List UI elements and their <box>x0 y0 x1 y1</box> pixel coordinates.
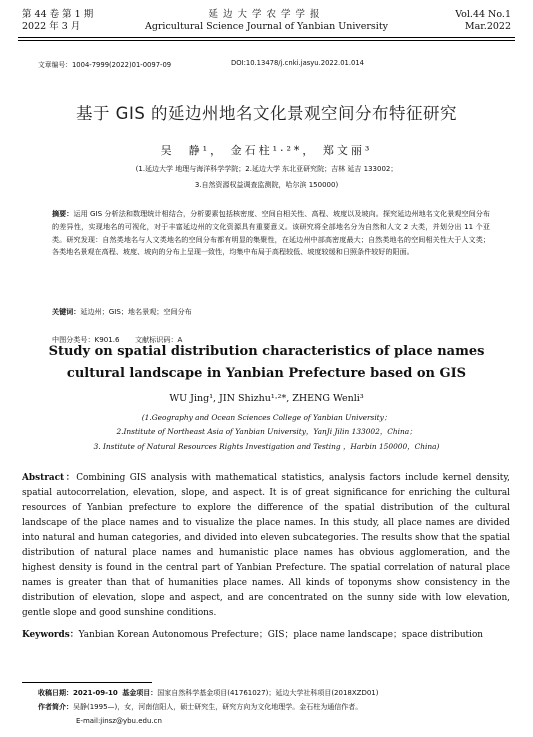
footnote-email: E-mail:jinsz@ybu.edu.cn <box>76 717 162 725</box>
footnote-received-fund <box>38 687 518 699</box>
authors-en: WU Jing¹, JIN Shizhu¹·²*, ZHENG Wenli³ <box>169 393 364 404</box>
article-meta <box>38 59 508 69</box>
affiliation-cn-1: (1.延边大学 地理与海洋科学学院；2.延边大学 东北亚研究院；吉林 延吉 133002； <box>135 165 398 173</box>
title-en-line-2: cultural landscape in Yanbian Prefecture based on GIS <box>66 366 467 381</box>
header-date-line: 2022 年 3 月 <box>22 21 81 32</box>
keywords-cn <box>52 307 490 317</box>
keywords-en-text: Yanbian Korean Autonomous Prefecture；GIS；place name landscape；space distribution <box>78 630 483 640</box>
abstract-en <box>22 471 510 621</box>
document-code: 文献标识码：A <box>135 335 183 344</box>
footnote-author-bio <box>38 701 518 713</box>
journal-name-en: Agricultural Science Journal of Yanbian University <box>144 21 389 32</box>
header-date-en-line: Mar.2022 <box>464 21 511 32</box>
abstract-cn-text: 运用 GIS 分析法和数理统计相结合，分析要素包括核密度、空间自相关性、高程、坡度以及坡向。探究延边州地名文化景观空间分布的差异性，实现地名的可视化，对于丰富延边州的文化资源具有重要意义。该研究将全部地名分为自然和人文 2 大类，并划分出 11 个亚类。研究发现：自然类地名与人文类地名的空间分布都有明显的集聚性，在延边州中部高密度最大；自然类地名的空间相关性大于人文类；各类地名景观在高程、坡度、坡向的分布上呈现一致性，均集中布局于高程较低、坡度较缓和日照条件较好的阳面。 <box>52 209 491 257</box>
header-volume-en-line: Vol.44 No.1 <box>455 9 511 20</box>
keywords-en-label: Keywords： <box>22 630 79 640</box>
abstract-cn <box>52 208 490 259</box>
header-volume-line: 第 44 卷 第 1 期 <box>22 9 94 20</box>
clc-number: 中图分类号：K901.6 <box>52 335 120 344</box>
bio-text: 吴静(1995—)，女，河南信阳人，硕士研究生，研究方向为文化地理学。金石柱为通信作者。 <box>73 703 363 711</box>
abstract-en-label: Abstract： <box>22 473 77 483</box>
footnote-rule <box>22 682 152 683</box>
header-rule-thick <box>18 37 515 38</box>
title-en <box>0 341 533 385</box>
authors-cn: 吴 静¹， 金石柱¹·²*， 郑文丽³ <box>160 144 373 157</box>
abstract-en-text: Combining GIS analysis with mathematical statistics, analysis factors include kernel density, spatial autocorrelation, elevation, slope, and aspect. It is of great significance for enriching the cultural resources of Yanbian prefecture to explore the difference of the spatial distribution of the cultural landscape of the place names and to visualize the place names. In this study, all place names are divided into natural and human categories, and divided into eleven subcategories. The results show that the spatial distribution of natural place names and humanistic place names has obvious agglomeration, and the highest density is found in the central part of Yanbian Prefecture. The spatial correlation of natural place names is greater than that of humanities place names. All kinds of toponyms show consistency in the distribution of elevation, slope and aspect, and are concentrated on the sunny side with low elevation, gentle slope and good sunshine conditions. <box>22 473 510 618</box>
header-journal-name <box>0 9 533 33</box>
doi: DOI:10.13478/j.cnki.jasyu.2022.01.014 <box>231 59 365 67</box>
keywords-en <box>22 627 510 640</box>
journal-name-cn: 延边大学农学学报 <box>208 9 325 20</box>
keywords-cn-label: 关键词： <box>52 307 81 316</box>
header-rule-thin <box>18 40 515 41</box>
fund-text: 国家自然科学基金项目(41761027)；延边大学社科项目(2018XZD01) <box>157 689 379 697</box>
abstract-cn-label: 摘要： <box>52 209 74 218</box>
affiliation-cn-2: 3.自然资源权益调查监测院，哈尔滨 150000) <box>194 181 339 189</box>
title-en-line-1: Study on spatial distribution characteristics of place names <box>48 344 485 359</box>
fund-label: 基金项目： <box>122 689 158 697</box>
bio-label: 作者简介： <box>38 703 73 711</box>
article-number: 文章编号：1004-7999(2022)01-0097-09 <box>38 61 172 69</box>
received-date: 收稿日期：2021-09-10 <box>38 689 118 697</box>
header-volume-en <box>455 9 511 33</box>
affiliation-en-2: 2.Institute of Northeast Asia of Yanbian University，YanJi Jilin 133002，China； <box>116 427 417 436</box>
title-cn: 基于 GIS 的延边州地名文化景观空间分布特征研究 <box>75 104 458 123</box>
affiliation-en-1: (1.Geography and Ocean Sciences College of Yanbian University； <box>141 413 392 422</box>
affiliation-en-3: 3. Institute of Natural Resources Rights Investigation and Testing ，Harbin 150000，China) <box>93 442 440 451</box>
keywords-cn-text: 延边州；GIS；地名景观；空间分布 <box>80 307 192 316</box>
